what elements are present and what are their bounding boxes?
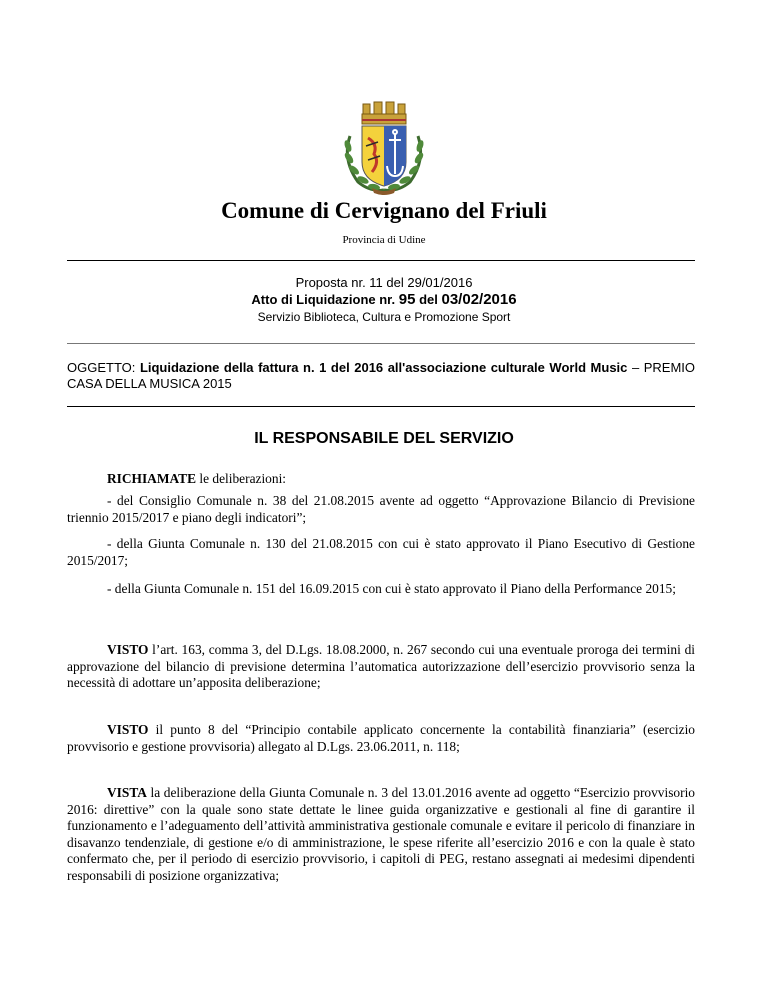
vista-keyword: VISTA xyxy=(107,785,147,800)
visto1-keyword: VISTO xyxy=(107,642,149,657)
visto1-text: l’art. 163, comma 3, del D.Lgs. 18.08.2000, n. 267 secondo cui una eventuale proroga dei termini di approvazione del bilancio di previsione determina l’automatica autorizzazione dell’esercizio provvisorio senza la necessità di adottare un’apposita deliberazione; xyxy=(67,642,695,690)
servizio-line: Servizio Biblioteca, Cultura e Promozione Sport xyxy=(257,310,511,324)
list-item xyxy=(67,536,695,569)
item2-text: - della Giunta Comunale n. 130 del 21.08.2015 con cui è stato approvato il Piano Esecutivo di Gestione 2015/2017; xyxy=(67,536,695,568)
visto2-text: il punto 8 del “Principio contabile applicato concernente la contabilità finanziaria” (esercizio provvisorio e gestione provvisoria) allegato al D.Lgs. 23.06.2011, n. 118; xyxy=(67,722,695,754)
visto2-paragraph xyxy=(67,722,695,755)
oggetto-rest-text: – PREMIO CASA DELLA MUSICA 2015 xyxy=(67,360,695,391)
vista-text: la deliberazione della Giunta Comunale n. 3 del 13.01.2016 avente ad oggetto “Esercizio provvisorio 2016: direttive” con la quale sono state dettate le linee guida organizzative e gestionali al fine di garantire il funzionamento e l’adeguamento dell’attività amministrativa gestionale comunale e evitare il pericolo di finanziare in disavanzo tendenziale, di gestione e/o di amministrazione, le spese riferite all’esercizio 2016 e con la quale è stato confermato che, per il periodo di esercizio provvisorio, i capitoli di PEG, restano assegnati ai medesimi dipendenti responsabili di posizione organizzativa; xyxy=(67,785,695,883)
oggetto-bottom-divider xyxy=(67,406,695,407)
richiamate-text: le deliberazioni: xyxy=(196,471,287,486)
header-divider xyxy=(67,260,695,261)
page-title: Comune di Cervignano del Friuli xyxy=(221,198,547,223)
oggetto-bold-text: Liquidazione della fattura n. 1 del 2016 all'associazione culturale World Music xyxy=(139,360,628,375)
item1-text: - del Consiglio Comunale n. 38 del 21.08.2015 avente ad oggetto “Approvazione Bilancio di Previsione triennio 2015/2017 e piano degli indicatori”; xyxy=(67,493,695,525)
richiamate-paragraph xyxy=(67,471,695,488)
visto1-paragraph xyxy=(67,642,695,692)
coat-of-arms-icon xyxy=(328,98,440,198)
section-heading: IL RESPONSABILE DEL SERVIZIO xyxy=(254,430,514,447)
atto-number: 95 xyxy=(398,291,416,308)
list-item xyxy=(67,493,695,526)
oggetto-block xyxy=(67,360,695,392)
proposta-line: Proposta nr. 11 del 29/01/2016 xyxy=(295,275,473,290)
richiamate-keyword: RICHIAMATE xyxy=(107,471,197,486)
page-subtitle: Provincia di Udine xyxy=(342,234,426,246)
oggetto-top-divider xyxy=(67,343,695,344)
atto-del: del xyxy=(419,292,438,307)
atto-line xyxy=(0,291,768,308)
item3-text: - della Giunta Comunale n. 151 del 16.09.2015 con cui è stato approvato il Piano della Performance 2015; xyxy=(107,581,676,596)
atto-prefix: Atto di Liquidazione nr. xyxy=(251,292,396,307)
vista-paragraph xyxy=(67,785,695,884)
visto2-keyword: VISTO xyxy=(107,722,149,737)
oggetto-label: OGGETTO: xyxy=(67,360,136,375)
list-item xyxy=(67,581,695,598)
atto-date: 03/02/2016 xyxy=(441,291,517,308)
